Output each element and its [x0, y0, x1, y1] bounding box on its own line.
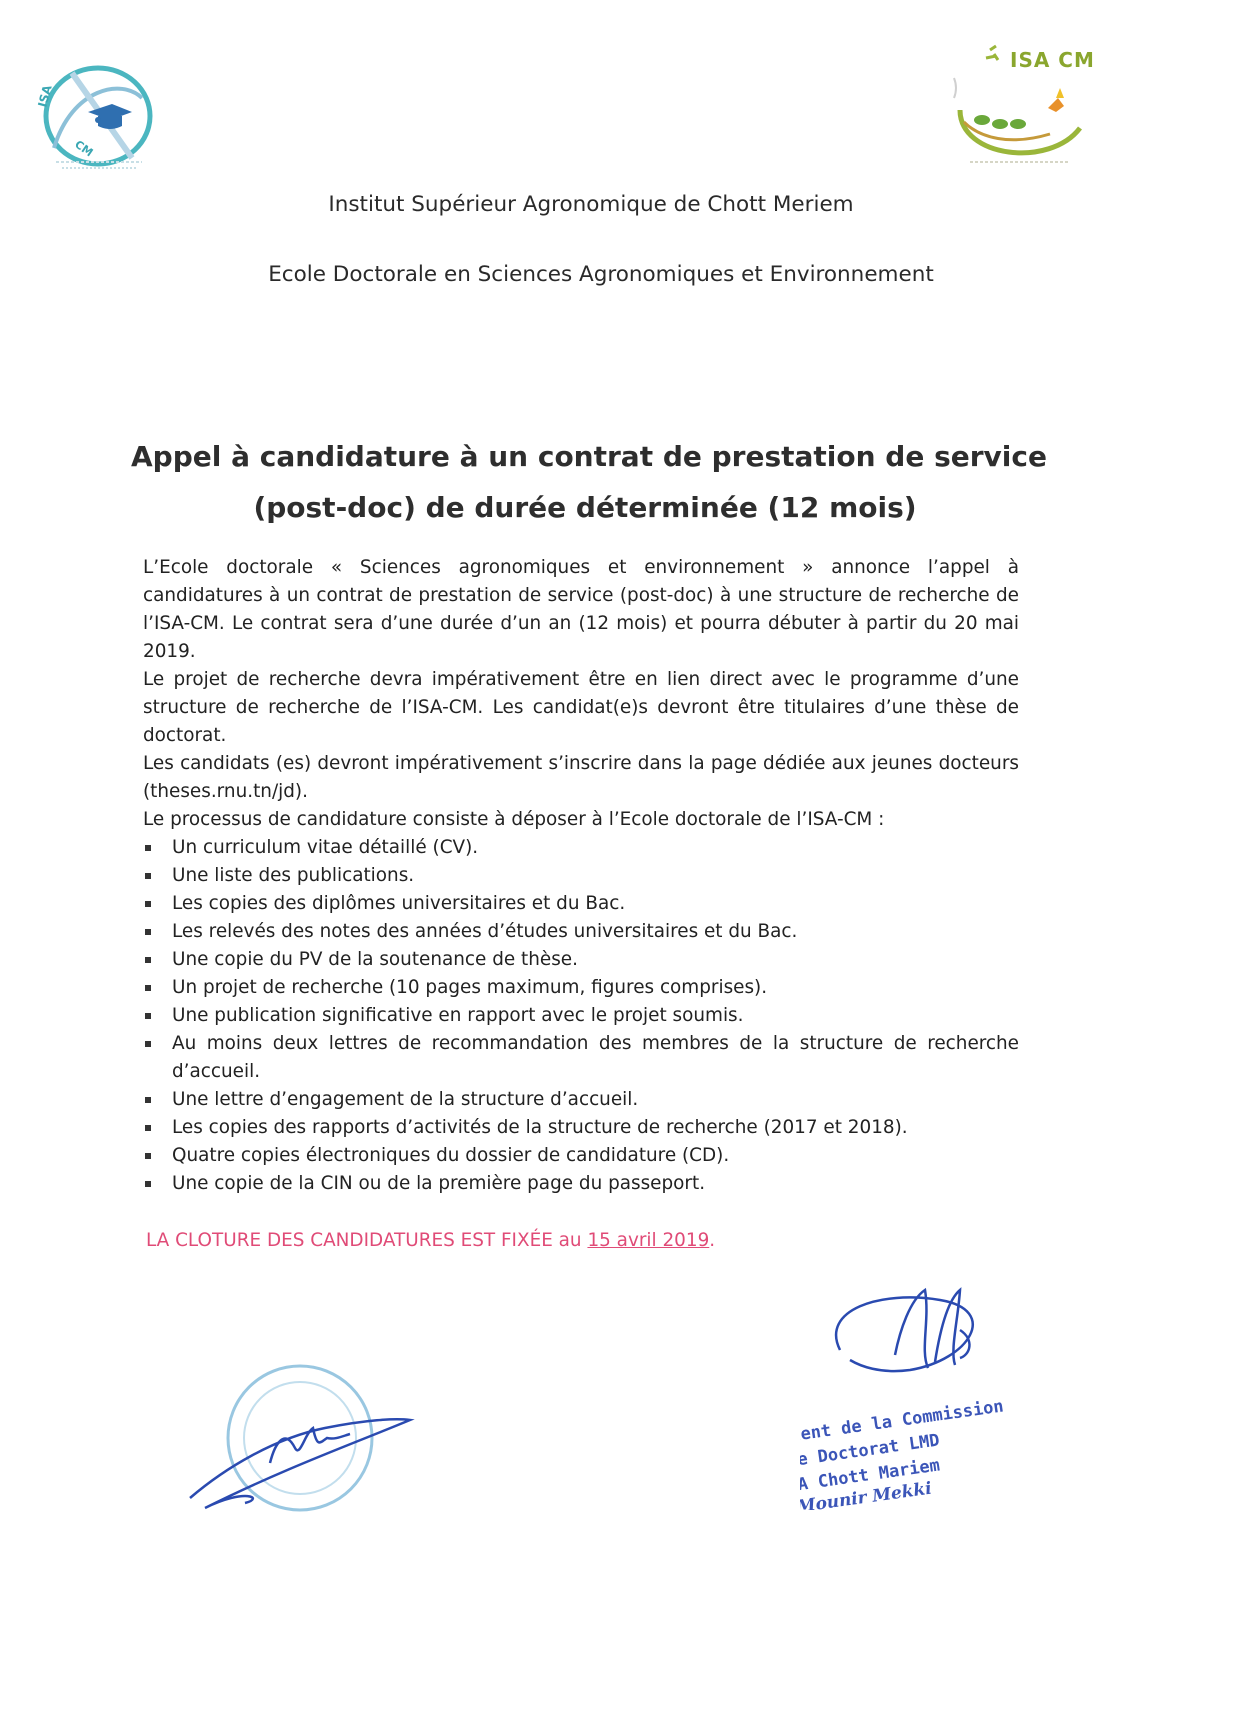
list-item: Une copie de la CIN ou de la première page du passeport.	[143, 1170, 1019, 1198]
list-item: Une lettre d’engagement de la structure d’accueil.	[143, 1086, 1019, 1114]
title-line-1: Appel à candidature à un contrat de prestation de service	[130, 440, 1047, 473]
list-item: Les relevés des notes des années d’études universitaires et du Bac.	[143, 918, 1019, 946]
paragraph-process: Le processus de candidature consiste à déposer à l’Ecole doctorale de l’ISA-CM :	[143, 809, 885, 830]
signature-stamp-icon	[800, 1270, 1070, 1510]
title-line-2: (post-doc) de durée déterminée (12 mois)	[253, 491, 917, 524]
list-item: Une copie du PV de la soutenance de thèse.	[143, 946, 1019, 974]
list-item: Une liste des publications.	[143, 862, 1019, 890]
deadline-text: LA CLOTURE DES CANDIDATURES EST FIXÉE au	[146, 1230, 588, 1251]
stamp-line-2: de Doctorat LMD	[800, 1430, 941, 1472]
stamp-line-4: Mounir Mekki	[800, 1478, 933, 1510]
stamp-signature-icon	[185, 1348, 435, 1548]
deadline-date: 15 avril 2019	[587, 1230, 710, 1251]
institute-name: Institut Supérieur Agronomique de Chott Meriem	[328, 192, 854, 217]
logo-right-label: ISA CM	[1010, 48, 1095, 72]
stamp-line-1: Président de la Commission	[800, 1396, 1005, 1454]
list-item: Quatre copies électroniques du dossier de candidature (CD).	[143, 1142, 1019, 1170]
graduation-cap-logo-icon	[32, 58, 162, 178]
svg-text:ISA: ISA	[35, 83, 55, 109]
paragraph-registration: Les candidats (es) devront impérativement s’inscrire dans la page dédiée aux jeunes docteurs (theses.rnu.tn/jd).	[143, 753, 1019, 802]
deadline-notice	[146, 1230, 715, 1251]
list-item: Une publication significative en rapport avec le projet soumis.	[143, 1002, 1019, 1030]
doctoral-school-name: Ecole Doctorale en Sciences Agronomiques et Environnement	[268, 262, 934, 287]
paragraph-intro: L’Ecole doctorale « Sciences agronomiques et environnement » annonce l’appel à candidatures à un contrat de prestation de service (post-doc) à une structure de recherche de l’ISA-CM. Le contrat sera d’une durée d’un an (12 mois) et pourra débuter à partir du 20 mai 2019.	[143, 557, 1019, 662]
school-logo-left	[32, 58, 162, 178]
list-item: Les copies des diplômes universitaires et du Bac.	[143, 890, 1019, 918]
official-stamp	[185, 1348, 435, 1548]
president-signature	[800, 1270, 1070, 1510]
institute-logo-right	[940, 38, 1100, 178]
required-documents-list	[143, 834, 1019, 1198]
list-item: Un curriculum vitae détaillé (CV).	[143, 834, 1019, 862]
stamp-line-3: ISA Chott Mariem	[800, 1455, 942, 1499]
list-item: Les copies des rapports d’activités de la structure de recherche (2017 et 2018).	[143, 1114, 1019, 1142]
announcement-body	[143, 554, 1019, 1198]
deadline-end: .	[709, 1230, 716, 1251]
svg-text:CM: CM	[72, 137, 96, 160]
paragraph-project: Le projet de recherche devra impérativement être en lien direct avec le programme d’une structure de recherche de l’ISA-CM. Les candidat(e)s devront être titulaires d’une thèse de doctorat.	[143, 669, 1019, 746]
list-item: Au moins deux lettres de recommandation des membres de la structure de recherche d’accueil.	[143, 1030, 1019, 1086]
list-item: Un projet de recherche (10 pages maximum, figures comprises).	[143, 974, 1019, 1002]
